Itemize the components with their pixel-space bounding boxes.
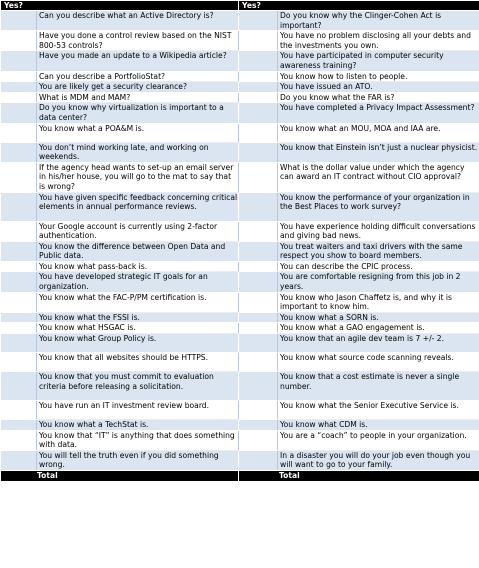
yes-checkbox-left[interactable] (1, 261, 37, 272)
table-row (1, 82, 479, 93)
yes-checkbox-right[interactable] (239, 353, 278, 372)
question-right: You have no problem disclosing all your debts and the investments you own. (278, 31, 479, 51)
yes-checkbox-right[interactable] (239, 372, 278, 401)
question-left: If the agency head wants to set-up an email server in his/her house, you will go to the mat to say that is wrong? (37, 162, 239, 192)
yes-checkbox-right[interactable] (239, 241, 278, 261)
yes-checkbox-left[interactable] (1, 450, 37, 470)
yes-checkbox-right[interactable] (239, 82, 278, 93)
table-row (1, 11, 479, 31)
table-row (1, 221, 479, 241)
yes-checkbox-right[interactable] (239, 92, 278, 103)
question-right: You know what an MOU, MOA and IAA are. (278, 123, 479, 142)
yes-checkbox-left[interactable] (1, 162, 37, 192)
yes-checkbox-left[interactable] (1, 401, 37, 420)
question-right: You know how to listen to people. (278, 71, 479, 82)
question-right: You are a “coach” to people in your organization. (278, 430, 479, 450)
yes-checkbox-left[interactable] (1, 71, 37, 82)
table-row (1, 312, 479, 323)
question-left: You know what Group Policy is. (37, 334, 239, 353)
question-left: You know what pass-back is. (37, 261, 239, 272)
yes-checkbox-right[interactable] (239, 123, 278, 142)
question-left: What is MDM and MAM? (37, 92, 239, 103)
question-left: You know what the FAC-P/PM certification is. (37, 292, 239, 312)
question-right: You know what a SORN is. (278, 312, 479, 323)
question-left: You have given specific feedback concerning critical elements in annual performance reviews. (37, 192, 239, 221)
table-row (1, 142, 479, 162)
question-right: You can describe the CPIC process. (278, 261, 479, 272)
yes-checkbox-left[interactable] (1, 241, 37, 261)
question-left: Your Google account is currently using 2-factor authentication. (37, 221, 239, 241)
yes-checkbox-left[interactable] (1, 292, 37, 312)
question-right: You know that Einstein isn’t just a nuclear physicist. (278, 142, 479, 162)
table-row (1, 162, 479, 192)
table-row (1, 51, 479, 71)
question-right: You treat waiters and taxi drivers with the same respect you show to board members. (278, 241, 479, 261)
footer-right: Total (239, 471, 479, 482)
question-left: You know that you must commit to evaluation criteria before releasing a solicitation. (37, 372, 239, 401)
yes-checkbox-right[interactable] (239, 51, 278, 71)
question-left: Have you made an update to a Wikipedia article? (37, 51, 239, 71)
question-right: You know the performance of your organization in the Best Places to work survey? (278, 192, 479, 221)
yes-checkbox-right[interactable] (239, 450, 278, 470)
yes-checkbox-right[interactable] (239, 261, 278, 272)
yes-checkbox-left[interactable] (1, 353, 37, 372)
yes-checkbox-left[interactable] (1, 221, 37, 241)
table-row (1, 272, 479, 292)
yes-checkbox-left[interactable] (1, 272, 37, 292)
question-right: You know what the Senior Executive Service is. (278, 401, 479, 420)
table-row (1, 241, 479, 261)
header-right: Yes? (239, 1, 479, 11)
question-rows (1, 11, 479, 471)
yes-checkbox-right[interactable] (239, 401, 278, 420)
yes-checkbox-right[interactable] (239, 162, 278, 192)
question-right: You know who Jason Chaffetz is, and why it is important to know him. (278, 292, 479, 312)
yes-checkbox-left[interactable] (1, 103, 37, 123)
question-left: You have developed strategic IT goals for an organization. (37, 272, 239, 292)
footer-left: Total (1, 471, 239, 482)
yes-checkbox-left[interactable] (1, 82, 37, 93)
table-row (1, 334, 479, 353)
question-right: You have completed a Privacy Impact Assessment? (278, 103, 479, 123)
footer-row (1, 471, 479, 482)
yes-checkbox-right[interactable] (239, 323, 278, 334)
question-right: What is the dollar value under which the agency can award an IT contract without CIO approval? (278, 162, 479, 192)
question-left: You are likely get a security clearance? (37, 82, 239, 93)
yes-checkbox-left[interactable] (1, 192, 37, 221)
table-row (1, 401, 479, 420)
yes-checkbox-right[interactable] (239, 103, 278, 123)
yes-checkbox-right[interactable] (239, 11, 278, 31)
table-row (1, 323, 479, 334)
yes-checkbox-right[interactable] (239, 31, 278, 51)
question-left: You know what a TechStat is. (37, 420, 239, 431)
question-left: You know what a POA&M is. (37, 123, 239, 142)
yes-checkbox-left[interactable] (1, 142, 37, 162)
question-left: You know that “IT” is anything that does something with data. (37, 430, 239, 450)
yes-checkbox-right[interactable] (239, 71, 278, 82)
question-left: Have you done a control review based on the NIST 800-53 controls? (37, 31, 239, 51)
yes-checkbox-right[interactable] (239, 142, 278, 162)
yes-checkbox-left[interactable] (1, 123, 37, 142)
question-right: You have participated in computer security awareness training? (278, 51, 479, 71)
yes-checkbox-left[interactable] (1, 430, 37, 450)
yes-checkbox-right[interactable] (239, 221, 278, 241)
table-row (1, 420, 479, 431)
question-right: In a disaster you will do your job even though you will want to go to your family. (278, 450, 479, 470)
question-left: You know what the FSSI is. (37, 312, 239, 323)
table-row (1, 450, 479, 470)
table-row (1, 372, 479, 401)
table-row (1, 292, 479, 312)
table-row (1, 71, 479, 82)
yes-checkbox-left[interactable] (1, 11, 37, 31)
table-row (1, 103, 479, 123)
yes-checkbox-left[interactable] (1, 312, 37, 323)
question-left: You know the difference between Open Data and Public data. (37, 241, 239, 261)
question-right: Do you know what the FAR is? (278, 92, 479, 103)
question-left: You know that all websites should be HTTPS. (37, 353, 239, 372)
yes-checkbox-right[interactable] (239, 420, 278, 431)
yes-checkbox-left[interactable] (1, 334, 37, 353)
question-left: Can you describe a PortfolioStat? (37, 71, 239, 82)
question-left: Do you know why virtualization is important to a data center? (37, 103, 239, 123)
yes-checkbox-left[interactable] (1, 92, 37, 103)
question-left: You have run an IT investment review board. (37, 401, 239, 420)
table-row (1, 353, 479, 372)
question-left: You know what HSGAC is. (37, 323, 239, 334)
table-row (1, 92, 479, 103)
table-row (1, 261, 479, 272)
yes-checkbox-right[interactable] (239, 192, 278, 221)
table-row (1, 430, 479, 450)
question-right: Do you know why the Clinger-Cohen Act is important? (278, 11, 479, 31)
question-left: You will tell the truth even if you did something wrong. (37, 450, 239, 470)
table-row (1, 123, 479, 142)
yes-checkbox-left[interactable] (1, 51, 37, 71)
yes-checkbox-right[interactable] (239, 430, 278, 450)
question-right: You have experience holding difficult conversations and giving bad news. (278, 221, 479, 241)
question-right: You know what CDM is. (278, 420, 479, 431)
question-right: You are comfortable resigning from this job in 2 years. (278, 272, 479, 292)
yes-checkbox-right[interactable] (239, 292, 278, 312)
question-left: You don’t mind working late, and working on weekends. (37, 142, 239, 162)
header-row (1, 1, 479, 11)
question-right: You have issued an ATO. (278, 82, 479, 93)
yes-checkbox-left[interactable] (1, 31, 37, 51)
table-row (1, 192, 479, 221)
yes-checkbox-left[interactable] (1, 420, 37, 431)
question-right: You know what source code scanning reveals. (278, 353, 479, 372)
yes-checkbox-right[interactable] (239, 272, 278, 292)
yes-checkbox-right[interactable] (239, 334, 278, 353)
header-left: Yes? (1, 1, 239, 11)
yes-checkbox-left[interactable] (1, 372, 37, 401)
question-right: You know what a GAO engagement is. (278, 323, 479, 334)
question-left: Can you describe what an Active Directory is? (37, 11, 239, 31)
yes-checkbox-right[interactable] (239, 312, 278, 323)
question-right: You know that a cost estimate is never a single number. (278, 372, 479, 401)
table-row (1, 31, 479, 51)
question-right: You know that an agile dev team is 7 +/- 2. (278, 334, 479, 353)
yes-checkbox-left[interactable] (1, 323, 37, 334)
